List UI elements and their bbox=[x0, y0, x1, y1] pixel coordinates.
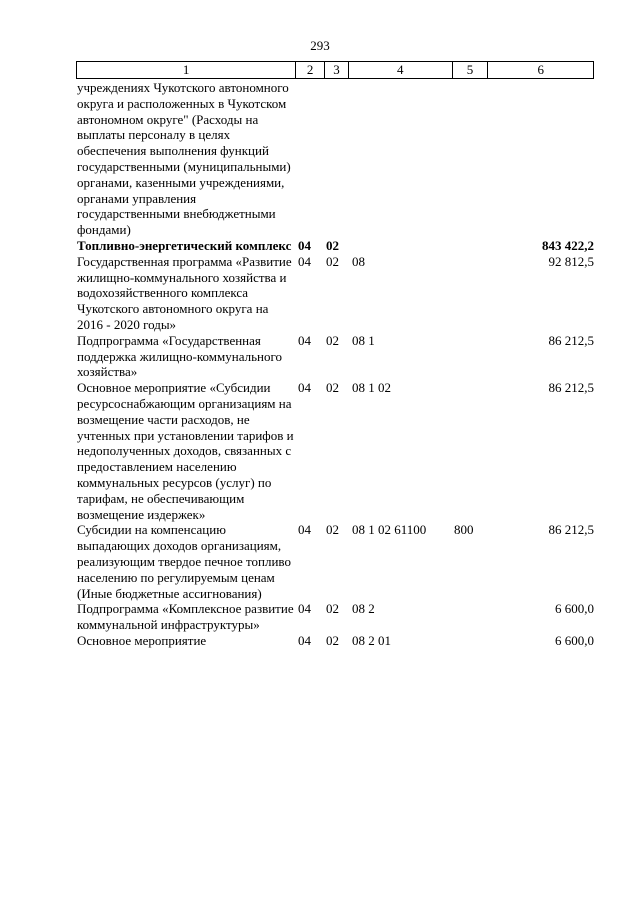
header-col-1: 1 bbox=[77, 62, 296, 78]
row-section: 04 bbox=[298, 237, 311, 253]
row-target-article bbox=[350, 80, 454, 238]
row-expense-type bbox=[454, 633, 490, 649]
header-col-3: 3 bbox=[325, 62, 349, 78]
row-amount: 843 422,2 bbox=[542, 237, 594, 253]
row-section bbox=[298, 80, 326, 238]
row-section: 04 bbox=[298, 632, 311, 648]
row-target-article bbox=[350, 238, 454, 254]
row-name: Государственная программа «Развитие жилищно-коммунального хозяйства и водохозяйственного комплекса Чукотского автономного округа на 2016 - 2020 годы» bbox=[77, 253, 292, 332]
row-subsection: 02 bbox=[326, 380, 339, 396]
row-section: 04 bbox=[298, 332, 311, 348]
table-row bbox=[77, 633, 594, 649]
row-target-article: 08 2 01 bbox=[352, 632, 391, 648]
row-target-article: 08 1 02 61100 bbox=[352, 522, 427, 538]
row-target-article: 08 1 02 bbox=[352, 380, 391, 396]
row-subsection bbox=[326, 80, 350, 238]
row-amount: 86 212,5 bbox=[548, 332, 594, 348]
row-section: 04 bbox=[298, 522, 311, 538]
row-subsection: 02 bbox=[326, 253, 339, 269]
row-target-article: 08 bbox=[352, 253, 365, 269]
row-name: учреждениях Чукотского автономного округа и расположенных в Чукотском автономном округе" (Расходы на выплаты персоналу в целях обеспечения выполнения функций государственными (муниципальными) органами, казенными учреждениями, органами управления государственными внебюджетными фондами) bbox=[77, 80, 291, 238]
header-col-6: 6 bbox=[537, 62, 544, 77]
table-row bbox=[77, 333, 594, 380]
row-expense-type bbox=[454, 333, 490, 380]
header-col-5: 5 bbox=[453, 62, 489, 78]
row-expense-type bbox=[454, 380, 490, 522]
header-col-4: 4 bbox=[349, 62, 453, 78]
row-expense-type bbox=[454, 238, 490, 254]
row-expense-type bbox=[454, 80, 490, 238]
row-amount: 6 600,0 bbox=[555, 632, 594, 648]
row-expense-type bbox=[454, 254, 490, 333]
header-col-2: 2 bbox=[296, 62, 325, 78]
row-subsection: 02 bbox=[326, 632, 339, 648]
row-section: 04 bbox=[298, 380, 311, 396]
table-row bbox=[77, 380, 594, 522]
row-name: Топливно-энергетический комплекс bbox=[77, 237, 292, 253]
table-header bbox=[76, 61, 594, 79]
row-subsection: 02 bbox=[326, 522, 339, 538]
budget-table-body bbox=[77, 80, 594, 649]
row-name: Подпрограмма «Комплексное развитие коммунальной инфраструктуры» bbox=[77, 601, 294, 633]
row-amount: 92 812,5 bbox=[548, 253, 594, 269]
table-row bbox=[77, 80, 594, 238]
table-row bbox=[77, 522, 594, 601]
row-amount bbox=[490, 80, 594, 238]
row-amount: 86 212,5 bbox=[548, 380, 594, 396]
page-number: 293 bbox=[310, 38, 330, 53]
row-section: 04 bbox=[298, 253, 311, 269]
row-expense-type bbox=[454, 601, 490, 633]
row-subsection: 02 bbox=[326, 601, 339, 617]
row-name: Основное мероприятие bbox=[77, 632, 207, 648]
row-expense-type: 800 bbox=[454, 522, 474, 538]
row-subsection: 02 bbox=[326, 237, 339, 253]
table-row bbox=[77, 254, 594, 333]
row-name: Основное мероприятие «Субсидии ресурсоснабжающим организациям на возмещение части расходов, не учтенных при установлении тарифов и недополученных доходов, связанных с предоставлением населению коммунальных ресурсов (услуг) по тарифам, не обеспечивающим возмещение издержек» bbox=[77, 380, 294, 522]
table-row bbox=[77, 238, 594, 254]
row-name: Подпрограмма «Государственная поддержка жилищно-коммунального хозяйства» bbox=[77, 332, 282, 380]
row-target-article: 08 1 bbox=[352, 332, 375, 348]
row-amount: 6 600,0 bbox=[555, 601, 594, 617]
row-subsection: 02 bbox=[326, 332, 339, 348]
table-row bbox=[77, 601, 594, 633]
row-name: Субсидии на компенсацию выпадающих доходов организациям, реализующим твердое печное топливо населению по регулируемым ценам (Иные бюджетные ассигнования) bbox=[77, 522, 291, 601]
row-section: 04 bbox=[298, 601, 311, 617]
row-amount: 86 212,5 bbox=[548, 522, 594, 538]
row-target-article: 08 2 bbox=[352, 601, 375, 617]
